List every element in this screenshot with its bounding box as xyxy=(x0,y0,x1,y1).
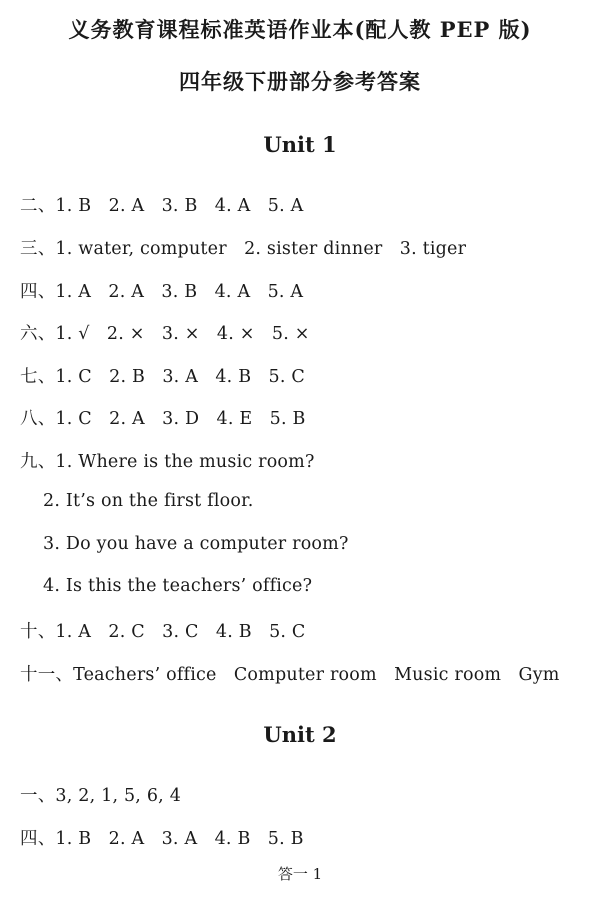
answer-line: 一、3, 2, 1, 5, 6, 4 xyxy=(20,786,182,806)
answer-line: 十、1. A 2. C 3. C 4. B 5. C xyxy=(20,622,306,642)
answer-line: 3. Do you have a computer room? xyxy=(20,534,349,554)
page-title: 义务教育课程标准英语作业本(配人教 PEP 版) xyxy=(68,17,532,42)
answer-line: 六、1. √ 2. × 3. × 4. × 5. × xyxy=(20,324,310,344)
unit-2-heading: Unit 2 xyxy=(263,722,337,747)
unit-1-heading: Unit 1 xyxy=(263,132,337,157)
answer-line: 十一、Teachers’ office Computer room Music room Gym xyxy=(20,665,560,685)
answer-line: 九、1. Where is the music room? xyxy=(20,452,315,472)
answer-line: 4. Is this the teachers’ office? xyxy=(20,576,313,596)
answer-line: 二、1. B 2. A 3. B 4. A 5. A xyxy=(20,196,304,216)
answer-line: 2. It’s on the first floor. xyxy=(20,491,254,511)
answer-line: 八、1. C 2. A 3. D 4. E 5. B xyxy=(20,409,306,429)
answer-line: 四、1. A 2. A 3. B 4. A 5. A xyxy=(20,282,304,302)
answer-line: 三、1. water, computer 2. sister dinner 3. tiger xyxy=(20,239,467,259)
answer-line: 四、1. B 2. A 3. A 4. B 5. B xyxy=(20,829,304,849)
page-subtitle: 四年级下册部分参考答案 xyxy=(179,69,421,94)
answer-line: 七、1. C 2. B 3. A 4. B 5. C xyxy=(20,367,305,387)
page-number: 答一 1 xyxy=(277,865,323,883)
